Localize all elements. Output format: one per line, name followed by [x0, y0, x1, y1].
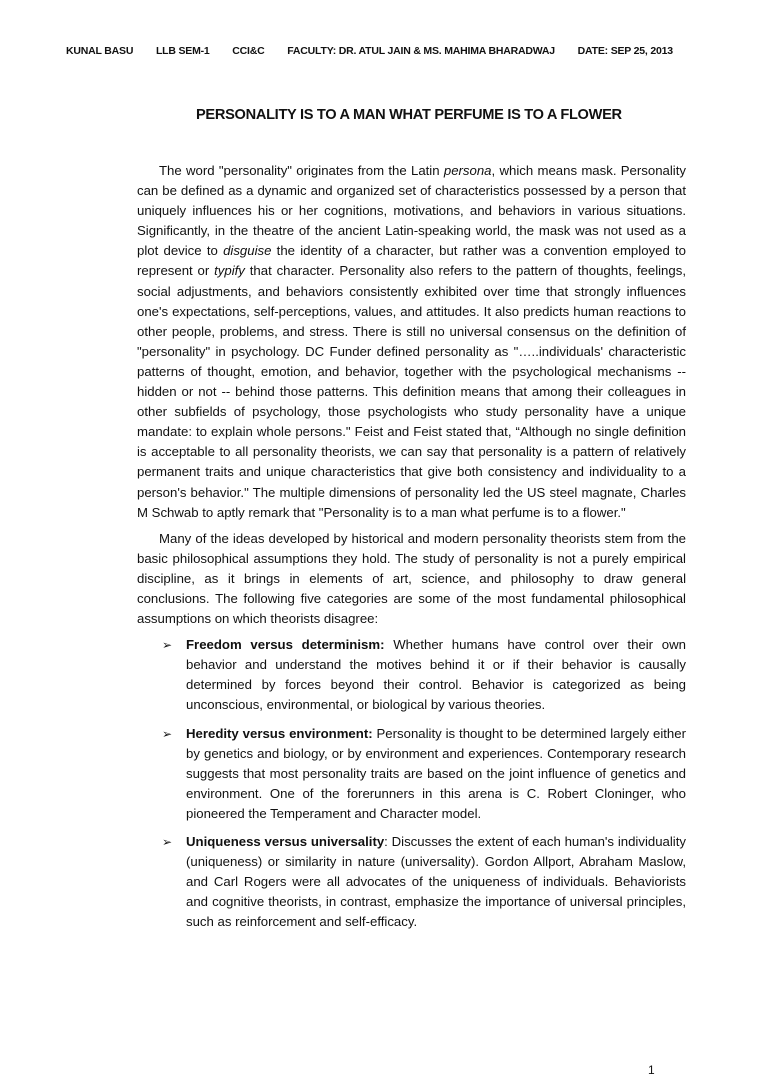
document-title: PERSONALITY IS TO A MAN WHAT PERFUME IS TO A FLOWER	[196, 107, 622, 123]
text: the identity of a character, but rather was a convention employed to represent or	[137, 243, 687, 279]
bullet-text: Personality is thought to be determined largely either by genetics and biology, or by environment and experiences. Contemporary research suggests that most personality traits are based on the joint influence of genetics and environment. One of the forerunners in this arena is C. Robert Cloninger, who pioneered the Temperament and Character model.	[186, 725, 686, 821]
italic-term: disguise	[223, 243, 272, 259]
header-institute: CCI&C	[232, 45, 265, 57]
document-body	[137, 161, 686, 940]
page-header	[66, 45, 693, 57]
bullet-term: Heredity versus environment:	[186, 725, 373, 741]
paragraph-1	[137, 161, 686, 523]
header-date: DATE: SEP 25, 2013	[577, 45, 673, 57]
header-author: KUNAL BASU	[66, 45, 134, 57]
bullet-text: : Discusses the extent of each human's individuality (uniqueness) or similarity in nature (universality). Gordon Allport, Abraham Maslow, and Carl Rogers were all advocates of the uniqueness of individuals. Behaviorists and cognitive theorists, in contrast, emphasize the importance of universal principles, such as reinforcement and self-efficacy.	[186, 834, 686, 930]
bullet-term: Freedom versus determinism:	[186, 637, 385, 653]
arrow-bullet-icon: ➢	[162, 726, 173, 741]
assumption-list	[137, 635, 686, 932]
text: The word "personality" originates from the Latin	[159, 163, 444, 178]
page-number: 1	[648, 1063, 655, 1077]
text: that character. Personality also refers to the pattern of thoughts, feelings, social adjustments, and behaviors consistently exhibited over time that strongly influences one's expectations, self-perceptions, values, and attitudes. It also predicts human reactions to other people, problems, and stress. There is still no universal consensus on the definition of "personality" in psychology. DC Funder defined personality as "…..individuals' characteristic patterns of thought, emotion, and behavior, together with the psychological mechanisms -- hidden or not -- behind those patterns. This definition means that among their colleagues in other subfields of psychology, those psychologists who study personality have a unique mandate: to explain whole persons." Feist and Feist stated that, “Although no single definition is acceptable to all personality theorists, we can say that personality is a pattern of relatively permanent traits and unique characteristics that give both consistency and individuality to a person's behavior." The multiple dimensions of personality led the US steel magnate, Charles M Schwab to aptly remark that "Personality is to a man what perfume is to a flower."	[137, 263, 686, 520]
list-item	[162, 832, 686, 932]
paragraph-2: Many of the ideas developed by historical and modern personality theorists stem from the basic philosophical assumptions they hold. The study of personality is not a purely empirical discipline, as it brings in elements of art, science, and philosophy to draw general conclusions. The following five categories are some of the most fundamental philosophical assumptions on which theorists disagree:	[137, 530, 686, 627]
italic-term: persona	[443, 163, 492, 178]
arrow-bullet-icon: ➢	[162, 638, 173, 653]
italic-term: typify	[214, 263, 245, 279]
header-course: LLB SEM-1	[155, 45, 210, 57]
bullet-text: Whether humans have control over their own behavior and understand the motives behind it or if their behavior is causally determined by forces beyond their control. Behavior is categorized as being unconscious, environmental, or biological by various theories.	[186, 637, 686, 713]
text: , which means mask. Personality can be defined as a dynamic and organized set of characteristics possessed by a person that uniquely influences his or her cognitions, motivations, and behaviors in various situations. Significantly, in the theatre of the ancient Latin-speaking world, the mask was not used as a plot device to	[137, 163, 686, 259]
header-faculty: FACULTY: DR. ATUL JAIN & MS. MAHIMA BHARADWAJ	[287, 45, 555, 57]
list-item	[162, 724, 686, 824]
bullet-term: Uniqueness versus universality	[186, 834, 385, 849]
list-item	[162, 635, 686, 715]
arrow-bullet-icon: ➢	[162, 835, 173, 849]
